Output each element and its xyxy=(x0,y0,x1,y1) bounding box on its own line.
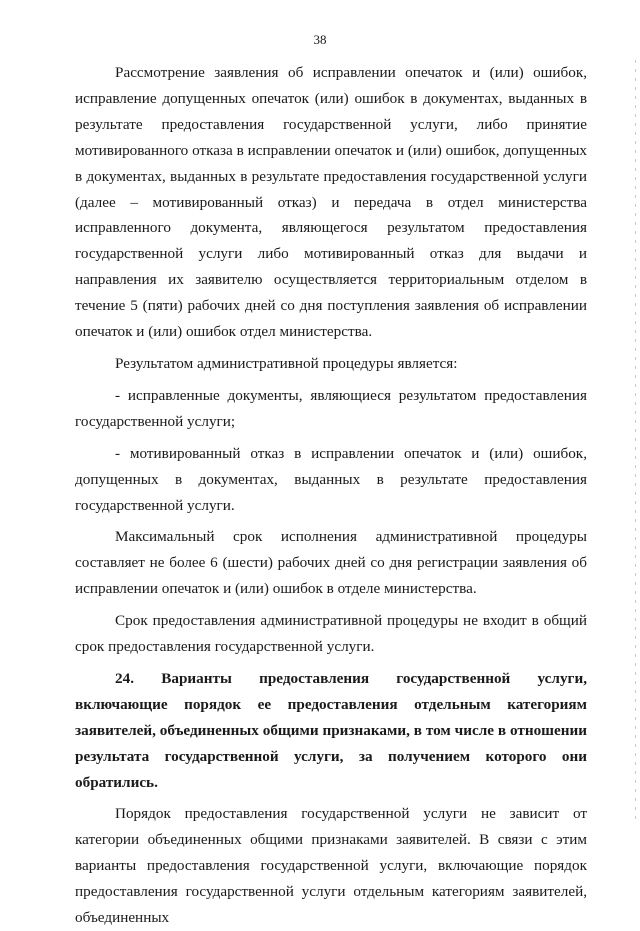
list-item-motivated-refusal: - мотивированный отказ в исправлении опечаток и (или) ошибок, допущенных в документах, выданных в результате предоставления государственной услуги. xyxy=(75,444,587,514)
document-body xyxy=(75,60,587,931)
list-item-corrected-documents: - исправленные документы, являющиеся результатом предоставления государственной услуги; xyxy=(75,386,587,430)
paragraph-term-exclusion: Срок предоставления административной процедуры не входит в общий срок предоставления государственной услуги. xyxy=(75,612,587,656)
page-number: 38 xyxy=(313,32,327,47)
paragraph-correction-review: Рассмотрение заявления об исправлении опечаток и (или) ошибок, исправление допущенных опечаток (или) ошибок в документах, выданных в результате предоставления государственной услуги, либо принятие мотивированного отказа в исправлении опечаток и (или) ошибок, допущенных в документах, выданных в результате предоставления государственной услуги (далее – мотивированный отказ) и передача в отдел министерства исправленного документа, являющегося результатом предоставления государственной услуги либо мотивированный отказ для выдачи и направления их заявителю осуществляется территориальным отделом в течение 5 (пяти) рабочих дней со дня поступления заявления об исправлении опечаток и (или) ошибок отдел министерства. xyxy=(75,64,587,341)
section-heading-24: 24. Варианты предоставления государственной услуги, включающие порядок ее предоставления отдельным категориям заявителей, объединенных общими признаками, в том числе в отношении результата государственной услуги, за получением которого они обратились. xyxy=(75,669,587,791)
paragraph-max-duration: Максимальный срок исполнения административной процедуры составляет не более 6 (шести) рабочих дней со дня регистрации заявления об исправлении опечаток и (или) ошибок в отделе министерства. xyxy=(75,528,587,598)
paragraph-procedure-result: Результатом административной процедуры является: xyxy=(115,354,458,372)
scan-edge-mark xyxy=(635,60,636,820)
paragraph-service-variants: Порядок предоставления государственной услуги не зависит от категории объединенных общими признаками заявителей. В связи с этим варианты предоставления государственной услуги, включающие порядок предоставления государственной услуги отдельным категориям заявителей, объединенных xyxy=(75,805,587,927)
